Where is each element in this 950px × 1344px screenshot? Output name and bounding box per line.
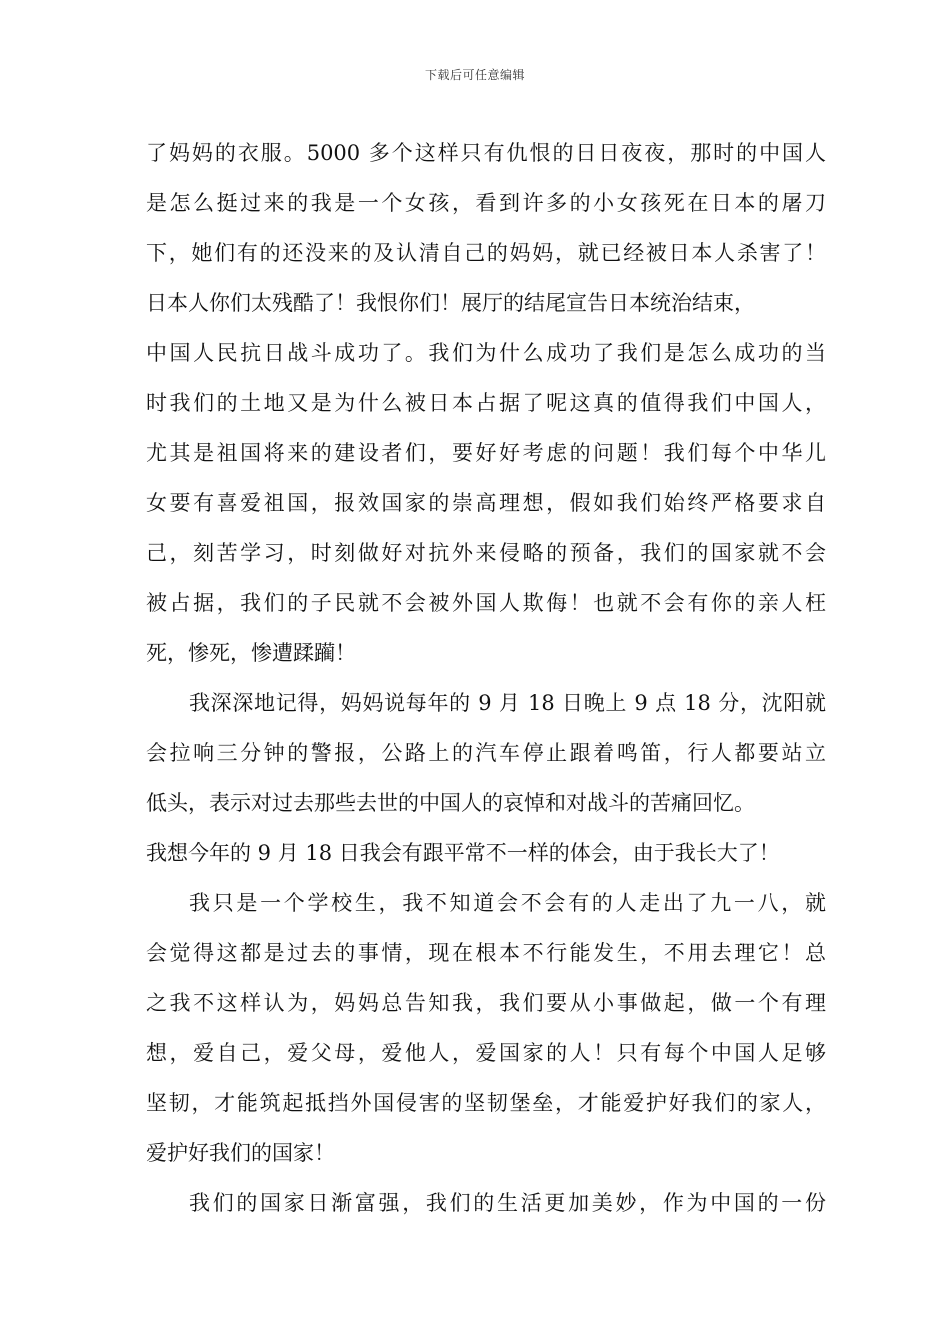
text-line: 日本人你们太残酷了！我恨你们！展厅的结尾宣告日本统治结束， bbox=[146, 291, 755, 315]
text-line: 了妈妈的衣服。5000 多个这样只有仇恨的日日夜夜，那时的中国人 bbox=[146, 141, 826, 165]
text-line: 坚韧，才能筑起抵挡外国侵害的坚韧堡垒，才能爱护好我们的家人， bbox=[146, 1091, 826, 1115]
text-line: 中国人民抗日战斗成功了。我们为什么成功了我们是怎么成功的当 bbox=[146, 341, 826, 365]
text-line: 死，惨死，惨遭蹂躏！ bbox=[146, 641, 356, 665]
body-text bbox=[146, 128, 826, 1228]
text-line: 时我们的土地又是为什么被日本占据了呢这真的值得我们中国人， bbox=[146, 391, 826, 415]
text-line: 低头，表示对过去那些去世的中国人的哀悼和对战斗的苦痛回忆。 bbox=[146, 791, 755, 815]
text-line: 被占据，我们的子民就不会被外国人欺侮！也就不会有你的亲人枉 bbox=[146, 591, 826, 615]
text-line: 之我不这样认为，妈妈总告知我，我们要从小事做起，做一个有理 bbox=[146, 991, 826, 1015]
text-line: 尤其是祖国将来的建设者们，要好好考虑的问题！我们每个中华儿 bbox=[146, 441, 826, 465]
text-line: 是怎么挺过来的我是一个女孩，看到许多的小女孩死在日本的屠刀 bbox=[146, 191, 826, 215]
text-line: 我只是一个学校生，我不知道会不会有的人走出了九一八，就 bbox=[189, 891, 826, 915]
text-line: 想，爱自己，爱父母，爱他人，爱国家的人！只有每个中国人足够 bbox=[146, 1041, 826, 1065]
text-line: 己，刻苦学习，时刻做好对抗外来侵略的预备，我们的国家就不会 bbox=[146, 541, 826, 565]
text-line: 下，她们有的还没来的及认清自己的妈妈，就已经被日本人杀害了！ bbox=[146, 241, 826, 265]
text-line: 女要有喜爱祖国，报效国家的崇高理想，假如我们始终严格要求自 bbox=[146, 491, 826, 515]
text-line: 我想今年的 9 月 18 日我会有跟平常不一样的体会，由于我长大了！ bbox=[146, 841, 780, 865]
text-line: 爱护好我们的国家！ bbox=[146, 1141, 335, 1165]
page-header: 下载后可任意编辑 bbox=[424, 68, 525, 82]
text-line: 我深深地记得，妈妈说每年的 9 月 18 日晚上 9 点 18 分，沈阳就 bbox=[189, 691, 826, 715]
text-line: 我们的国家日渐富强，我们的生活更加美妙，作为中国的一份 bbox=[189, 1191, 826, 1215]
text-line: 会拉响三分钟的警报，公路上的汽车停止跟着鸣笛，行人都要站立 bbox=[146, 741, 826, 765]
text-line: 会觉得这都是过去的事情，现在根本不行能发生，不用去理它！总 bbox=[146, 941, 826, 965]
